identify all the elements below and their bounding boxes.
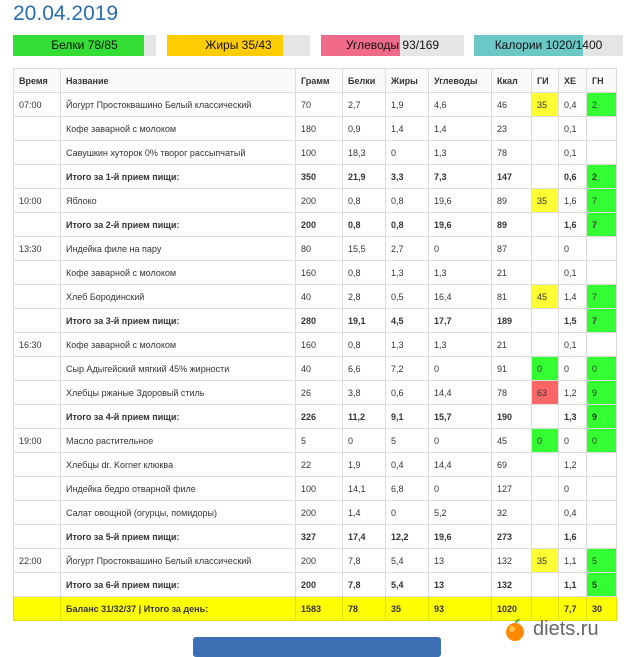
cell-name: Кофе заварной с молоком — [61, 117, 296, 141]
cell-xe: 1,5 — [559, 309, 587, 333]
apple-icon — [503, 618, 527, 642]
cell-name: Йогурт Простоквашино Белый классический — [61, 93, 296, 117]
food-item-row[interactable] — [14, 285, 617, 309]
cell-kcal: 78 — [492, 381, 532, 405]
cell-xe: 0,1 — [559, 261, 587, 285]
cell-grams: 350 — [296, 165, 343, 189]
cell-time: 16:30 — [14, 333, 61, 357]
site-logo[interactable] — [503, 616, 623, 644]
food-item-row[interactable] — [14, 381, 617, 405]
cell-name: Баланс 31/32/37 | Итого за день: — [61, 597, 296, 621]
cell-grams: 100 — [296, 141, 343, 165]
cell-protein: 7,8 — [343, 549, 386, 573]
food-item-row[interactable] — [14, 453, 617, 477]
cell-protein: 0,8 — [343, 261, 386, 285]
cell-protein: 17,4 — [343, 525, 386, 549]
cell-fat: 2,7 — [386, 237, 429, 261]
fat-progress-bar — [167, 35, 310, 56]
cell-kcal: 45 — [492, 429, 532, 453]
cell-fat: 0,8 — [386, 189, 429, 213]
cell-kcal: 69 — [492, 453, 532, 477]
cell-carbs: 1,3 — [429, 141, 492, 165]
cell-fat: 0,5 — [386, 285, 429, 309]
cell-gi: 35 — [532, 93, 559, 117]
cell-kcal: 32 — [492, 501, 532, 525]
cell-kcal: 89 — [492, 189, 532, 213]
cell-kcal: 189 — [492, 309, 532, 333]
cell-time — [14, 261, 61, 285]
cell-xe: 1,2 — [559, 381, 587, 405]
cell-gi: 35 — [532, 189, 559, 213]
cell-protein: 2,7 — [343, 93, 386, 117]
cell-name: Салат овощной (огурцы, помидоры) — [61, 501, 296, 525]
protein-progress-bar — [13, 35, 156, 56]
cell-fat: 5,4 — [386, 549, 429, 573]
cell-carbs: 19,6 — [429, 525, 492, 549]
cell-protein: 6,6 — [343, 357, 386, 381]
cell-time — [14, 501, 61, 525]
cell-gi — [532, 117, 559, 141]
cell-time — [14, 597, 61, 621]
cell-gi: 0 — [532, 429, 559, 453]
cell-time: 10:00 — [14, 189, 61, 213]
cell-gl: 5 — [587, 549, 617, 573]
cell-fat: 5 — [386, 429, 429, 453]
cell-name: Хлебцы dr. Korner клюква — [61, 453, 296, 477]
cell-name: Савушкин хуторок 0% творог рассыпчатый — [61, 141, 296, 165]
cell-gi: 63 — [532, 381, 559, 405]
cell-grams: 200 — [296, 213, 343, 237]
cell-carbs: 14,4 — [429, 381, 492, 405]
cell-protein: 14,1 — [343, 477, 386, 501]
meal-total-row — [14, 165, 617, 189]
cell-grams: 327 — [296, 525, 343, 549]
food-item-row[interactable] — [14, 429, 617, 453]
cell-xe: 1,6 — [559, 525, 587, 549]
cell-time — [14, 309, 61, 333]
cell-name: Итого за 4-й прием пищи: — [61, 405, 296, 429]
cell-xe: 0,1 — [559, 117, 587, 141]
food-item-row[interactable] — [14, 477, 617, 501]
cell-fat: 35 — [386, 597, 429, 621]
column-header: ГН — [587, 69, 617, 93]
cell-gl: 9 — [587, 405, 617, 429]
cell-grams: 200 — [296, 189, 343, 213]
cell-carbs: 19,6 — [429, 213, 492, 237]
cell-name: Хлеб Бородинский — [61, 285, 296, 309]
cell-name: Хлебцы ржаные Здоровый стиль — [61, 381, 296, 405]
cell-gl: 0 — [587, 429, 617, 453]
cell-xe: 0,1 — [559, 141, 587, 165]
cell-time: 13:30 — [14, 237, 61, 261]
cell-grams: 160 — [296, 333, 343, 357]
cell-kcal: 273 — [492, 525, 532, 549]
cell-carbs: 13 — [429, 549, 492, 573]
cell-name: Индейка бедро отварной филе — [61, 477, 296, 501]
cell-gi — [532, 261, 559, 285]
cell-gl: 7 — [587, 189, 617, 213]
cell-gl: 2 — [587, 165, 617, 189]
cell-gi — [532, 573, 559, 597]
cell-grams: 1583 — [296, 597, 343, 621]
cell-grams: 5 — [296, 429, 343, 453]
cell-carbs: 15,7 — [429, 405, 492, 429]
cell-gl — [587, 333, 617, 357]
cell-grams: 280 — [296, 309, 343, 333]
cell-protein: 0 — [343, 429, 386, 453]
cell-time — [14, 165, 61, 189]
cell-kcal: 132 — [492, 549, 532, 573]
cell-fat: 5,4 — [386, 573, 429, 597]
column-header: Углеводы — [429, 69, 492, 93]
cell-time: 22:00 — [14, 549, 61, 573]
cell-protein: 11,2 — [343, 405, 386, 429]
cell-gi — [532, 405, 559, 429]
cell-xe: 0 — [559, 237, 587, 261]
cell-fat: 3,3 — [386, 165, 429, 189]
cell-kcal: 127 — [492, 477, 532, 501]
column-header: Название — [61, 69, 296, 93]
column-header: Белки — [343, 69, 386, 93]
cell-grams: 200 — [296, 501, 343, 525]
table-header-row — [14, 69, 617, 93]
cell-name: Итого за 2-й прием пищи: — [61, 213, 296, 237]
cell-gl: 9 — [587, 381, 617, 405]
cell-gi — [532, 141, 559, 165]
cell-kcal: 46 — [492, 93, 532, 117]
cell-carbs: 4,6 — [429, 93, 492, 117]
cell-carbs: 1,3 — [429, 333, 492, 357]
cell-gl: 7 — [587, 309, 617, 333]
column-header: Время — [14, 69, 61, 93]
cell-xe: 0 — [559, 477, 587, 501]
column-header: Грамм — [296, 69, 343, 93]
cell-gi — [532, 237, 559, 261]
carbs-progress-bar — [321, 35, 464, 56]
cell-gi — [532, 309, 559, 333]
cell-gl: 5 — [587, 573, 617, 597]
cell-carbs: 14,4 — [429, 453, 492, 477]
food-item-row[interactable] — [14, 261, 617, 285]
calories-progress-bar — [474, 35, 623, 56]
cell-fat: 12,2 — [386, 525, 429, 549]
cell-name: Кофе заварной с молоком — [61, 261, 296, 285]
cell-gl: 0 — [587, 357, 617, 381]
cell-protein: 0,8 — [343, 333, 386, 357]
cell-carbs: 16,4 — [429, 285, 492, 309]
cell-gl — [587, 117, 617, 141]
cell-grams: 26 — [296, 381, 343, 405]
cell-gl: 30 — [587, 597, 617, 621]
cell-carbs: 0 — [429, 429, 492, 453]
food-diary-table — [13, 68, 617, 621]
cell-carbs: 17,7 — [429, 309, 492, 333]
food-item-row[interactable] — [14, 93, 617, 117]
cell-gl: 7 — [587, 213, 617, 237]
cell-protein: 0,9 — [343, 117, 386, 141]
cell-carbs: 13 — [429, 573, 492, 597]
cell-protein: 1,4 — [343, 501, 386, 525]
cell-fat: 0 — [386, 141, 429, 165]
cell-carbs: 0 — [429, 477, 492, 501]
calories-progress-label: Калории 1020/1400 — [494, 38, 603, 52]
cell-grams: 226 — [296, 405, 343, 429]
cell-time — [14, 213, 61, 237]
cell-time — [14, 525, 61, 549]
cell-xe: 7,7 — [559, 597, 587, 621]
cell-grams: 200 — [296, 549, 343, 573]
cell-time — [14, 381, 61, 405]
food-item-row[interactable] — [14, 189, 617, 213]
cell-carbs: 7,3 — [429, 165, 492, 189]
cell-xe: 1,6 — [559, 213, 587, 237]
cell-kcal: 87 — [492, 237, 532, 261]
cell-kcal: 190 — [492, 405, 532, 429]
cell-protein: 0,8 — [343, 189, 386, 213]
cell-xe: 0,4 — [559, 93, 587, 117]
meal-total-row — [14, 525, 617, 549]
fat-progress-label: Жиры 35/43 — [205, 38, 272, 52]
food-item-row[interactable] — [14, 237, 617, 261]
cell-carbs: 0 — [429, 357, 492, 381]
cell-name: Итого за 1-й прием пищи: — [61, 165, 296, 189]
cell-grams: 180 — [296, 117, 343, 141]
cell-fat: 9,1 — [386, 405, 429, 429]
cell-gl — [587, 477, 617, 501]
cell-protein: 21,9 — [343, 165, 386, 189]
cell-gl — [587, 141, 617, 165]
cell-xe: 1,6 — [559, 189, 587, 213]
cell-gi: 35 — [532, 549, 559, 573]
cell-gl: 7 — [587, 285, 617, 309]
cell-carbs: 19,6 — [429, 189, 492, 213]
cell-carbs: 0 — [429, 237, 492, 261]
cell-fat: 7,2 — [386, 357, 429, 381]
cell-kcal: 1020 — [492, 597, 532, 621]
food-item-row[interactable] — [14, 141, 617, 165]
cell-gi — [532, 501, 559, 525]
cell-kcal: 78 — [492, 141, 532, 165]
cell-protein: 78 — [343, 597, 386, 621]
meal-total-row — [14, 573, 617, 597]
cell-grams: 40 — [296, 357, 343, 381]
cell-gl — [587, 525, 617, 549]
cell-kcal: 132 — [492, 573, 532, 597]
cell-name: Кофе заварной с молоком — [61, 333, 296, 357]
food-item-row[interactable] — [14, 549, 617, 573]
cell-name: Индейка филе на пару — [61, 237, 296, 261]
food-item-row[interactable] — [14, 333, 617, 357]
cell-gl: 2 — [587, 93, 617, 117]
cell-time — [14, 453, 61, 477]
cell-xe: 0,1 — [559, 333, 587, 357]
cell-kcal: 91 — [492, 357, 532, 381]
cell-time — [14, 117, 61, 141]
cell-fat: 6,8 — [386, 477, 429, 501]
cell-time — [14, 141, 61, 165]
cell-kcal: 147 — [492, 165, 532, 189]
cell-xe: 1,4 — [559, 285, 587, 309]
cell-protein: 0,8 — [343, 213, 386, 237]
cell-gi — [532, 453, 559, 477]
cell-time: 07:00 — [14, 93, 61, 117]
cell-time: 19:00 — [14, 429, 61, 453]
cell-protein: 2,8 — [343, 285, 386, 309]
cell-protein: 7,8 — [343, 573, 386, 597]
cell-fat: 0,8 — [386, 213, 429, 237]
cell-fat: 1,3 — [386, 261, 429, 285]
cell-name: Йогурт Простоквашино Белый классический — [61, 549, 296, 573]
cell-fat: 0 — [386, 501, 429, 525]
cell-grams: 70 — [296, 93, 343, 117]
cell-carbs: 1,4 — [429, 117, 492, 141]
cell-kcal: 23 — [492, 117, 532, 141]
cell-gi: 45 — [532, 285, 559, 309]
nutrient-progress-bars — [13, 35, 623, 57]
cell-xe: 0,4 — [559, 501, 587, 525]
cell-gi — [532, 213, 559, 237]
cell-xe: 1,1 — [559, 573, 587, 597]
cell-kcal: 21 — [492, 261, 532, 285]
cell-protein: 18,3 — [343, 141, 386, 165]
cell-protein: 15,5 — [343, 237, 386, 261]
cell-gl — [587, 501, 617, 525]
carbs-progress-label: Углеводы 93/169 — [345, 38, 440, 52]
cell-fat: 0,6 — [386, 381, 429, 405]
bottom-action-button[interactable] — [193, 637, 441, 657]
cell-xe: 0 — [559, 429, 587, 453]
cell-time — [14, 405, 61, 429]
column-header: Ккал — [492, 69, 532, 93]
cell-xe: 1,1 — [559, 549, 587, 573]
protein-progress-label: Белки 78/85 — [51, 38, 118, 52]
meal-total-row — [14, 405, 617, 429]
cell-name: Сыр Адыгейский мягкий 45% жирности — [61, 357, 296, 381]
cell-time — [14, 477, 61, 501]
cell-fat: 4,5 — [386, 309, 429, 333]
cell-name: Итого за 3-й прием пищи: — [61, 309, 296, 333]
cell-gi: 0 — [532, 357, 559, 381]
cell-grams: 100 — [296, 477, 343, 501]
cell-gi — [532, 333, 559, 357]
cell-kcal: 89 — [492, 213, 532, 237]
cell-name: Итого за 6-й прием пищи: — [61, 573, 296, 597]
cell-grams: 40 — [296, 285, 343, 309]
cell-carbs: 93 — [429, 597, 492, 621]
cell-carbs: 1,3 — [429, 261, 492, 285]
cell-time — [14, 285, 61, 309]
table-body — [14, 93, 617, 621]
cell-gi — [532, 477, 559, 501]
cell-protein: 1,9 — [343, 453, 386, 477]
cell-xe: 1,3 — [559, 405, 587, 429]
cell-xe: 1,2 — [559, 453, 587, 477]
cell-gi — [532, 525, 559, 549]
cell-gl — [587, 237, 617, 261]
cell-xe: 0,6 — [559, 165, 587, 189]
cell-protein: 3,8 — [343, 381, 386, 405]
cell-grams: 22 — [296, 453, 343, 477]
cell-kcal: 81 — [492, 285, 532, 309]
food-item-row[interactable] — [14, 117, 617, 141]
cell-time — [14, 357, 61, 381]
column-header: ГИ — [532, 69, 559, 93]
cell-fat: 1,3 — [386, 333, 429, 357]
cell-time — [14, 573, 61, 597]
meal-total-row — [14, 213, 617, 237]
cell-gi — [532, 165, 559, 189]
cell-grams: 200 — [296, 573, 343, 597]
cell-fat: 0,4 — [386, 453, 429, 477]
column-header: Жиры — [386, 69, 429, 93]
cell-grams: 80 — [296, 237, 343, 261]
food-item-row[interactable] — [14, 501, 617, 525]
cell-kcal: 21 — [492, 333, 532, 357]
page-date: 20.04.2019 — [13, 2, 119, 25]
cell-fat: 1,9 — [386, 93, 429, 117]
cell-gl — [587, 261, 617, 285]
meal-total-row — [14, 309, 617, 333]
cell-name: Яблоко — [61, 189, 296, 213]
cell-protein: 19,1 — [343, 309, 386, 333]
logo-text: diets.ru — [533, 618, 599, 640]
cell-name: Масло растительное — [61, 429, 296, 453]
cell-fat: 1,4 — [386, 117, 429, 141]
cell-name: Итого за 5-й прием пищи: — [61, 525, 296, 549]
cell-carbs: 5,2 — [429, 501, 492, 525]
food-item-row[interactable] — [14, 357, 617, 381]
column-header: ХЕ — [559, 69, 587, 93]
cell-grams: 160 — [296, 261, 343, 285]
cell-gl — [587, 453, 617, 477]
cell-xe: 0 — [559, 357, 587, 381]
